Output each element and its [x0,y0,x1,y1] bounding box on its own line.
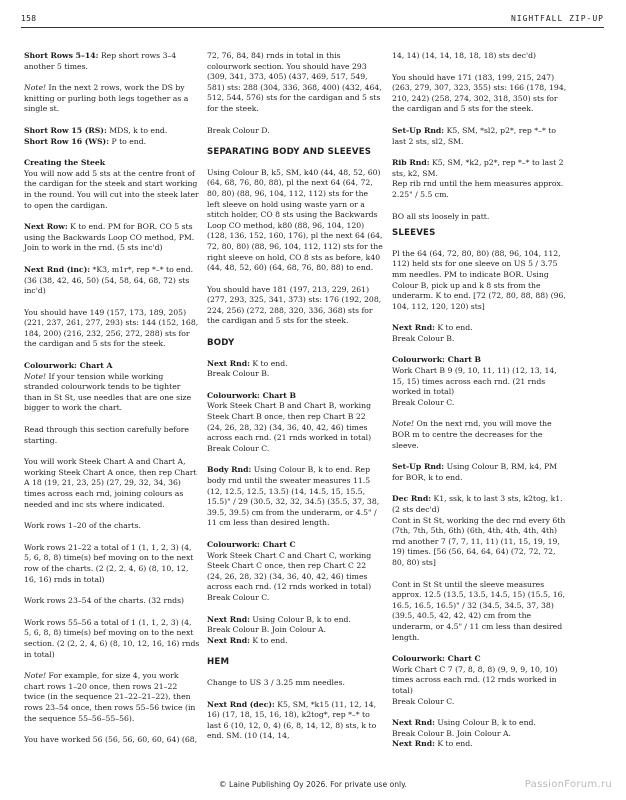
instruction-paragraph [392,126,568,147]
instruction-paragraph [207,678,383,689]
instruction-text: Work rows 1–20 of the charts. [24,521,141,531]
text-column-middle [207,51,383,742]
copyright-footer: © Laine Publishing Oy 2026. For private use only. [219,780,407,789]
instruction-paragraph [392,494,568,568]
text-column-right [392,51,568,750]
section-heading: SLEEVES [392,228,436,239]
instruction-text: Read through this section carefully before starting. [24,425,189,445]
instruction-text: On the next rnd, you will move the BOR m to centre the decreases for the sleeve. [392,419,552,450]
instruction-text: (2 sts dec'd) [392,505,440,514]
instruction-paragraph [24,361,200,414]
instruction-text: Work Steek Chart C and Chart C, working Steek Chart C once, then rep Chart C 22 (24, 26, 28, 32) (34, 36, 40, 42, 46) times across each rnd. (12 rnds worked in total) [207,550,372,592]
instruction-text: Cont in St St until the sleeve measures approx. 12.5 (13.5, 13.5, 14.5, 15) (15.5, 16, 16.5, 16.5, 16.5)" / 32 (34.5, 34.5, 37, 38) (39.5, 40.5, 42, 42, 42) cm from the underarm, or 4.5" / 11 cm less than desired length. [392,579,565,642]
instruction-text: Cont in St St, working the dec rnd every 6th (7th, 7th, 5th, 6th) (6th, 4th, 4th, 4th, 4th) rnd another 7 (7, 7, 11, 11) (11, 15, 19, 19, 19) times. [56 (56, 64, 64, 64) (72, 72, 72, 80, 80) sts] [392,515,566,567]
instruction-paragraph [207,615,383,647]
instruction-text: Rep rib rnd until the hem measures approx. 2.25" / 5.5 cm. [392,179,564,199]
instruction-label: Dec Rnd: [392,494,432,504]
instruction-paragraph [24,51,200,72]
instruction-label: Next Rnd (dec): [207,699,275,709]
instruction-text: K5, SM, *k15 (11, 12, 14, 16) (17, 18, 15, 16, 18), k2tog*, rep *–* to last 6 (10, 12, 0, 4) (6, 8, 14, 12, 8) sts, k to end. SM. (10 (14, 14, [207,699,377,741]
instruction-label: Next Row: [24,222,68,232]
instruction-label: Creating the Steek [24,158,106,168]
instruction-paragraph [207,359,383,380]
instruction-paragraph [24,671,200,724]
instruction-text: Using Colour B, k to end. Rep body rnd until the sweater measures 11.5 (12, 12.5, 12.5, 13.5) (14, 14.5, 15, 15.5, 15.5)" / 29 (30.5, 32, 32, 34.5) (35.5, 37, 38, 39.5, 39.5) cm from the underarm, or 4.5" / 11 cm less than desired length. [207,465,380,528]
instruction-text: Change to US 3 / 3.25 mm needles. [207,677,345,687]
instruction-text: In the next 2 rows, work the DS by knitting or purling both legs together as a single st. [24,83,189,114]
instruction-text: Break Colour B. Join Colour A. [207,625,326,635]
section-heading: HEM [207,657,230,668]
instruction-text: K1, ssk, k to last 3 sts, k2tog, k1. [431,494,563,504]
instruction-paragraph [24,543,200,585]
instruction-paragraph [392,323,568,344]
instruction-text: K to end. [249,358,288,368]
instruction-text: 14, 14) (14, 14, 18, 18, 18) sts dec'd) [392,51,537,60]
instruction-text: Work rows 23–54 of the charts. (32 rnds) [24,596,185,606]
instruction-paragraph [24,308,200,350]
instruction-text: Work rows 21–22 a total of 1 (1, 1, 2, 3) (4, 5, 6, 8, 8) time(s) bef moving on to the next row of the charts. (2 (2, 2, 4, 6) (8, 10, 12, 16, 16) rnds in total) [24,542,194,584]
section-heading: SEPARATING BODY AND SLEEVES [207,147,372,158]
page-number: 158 [21,14,37,23]
note-label: Note! [24,671,47,681]
instruction-paragraph [392,654,568,707]
instruction-paragraph [207,391,383,455]
instruction-paragraph [24,457,200,510]
instruction-paragraph [392,249,568,313]
instruction-label: Colourwork: Chart C [392,654,481,664]
instruction-text: Break Colour C. [207,443,270,453]
instruction-label: Short Rows 5–14: [24,51,99,60]
instruction-paragraph [207,540,383,604]
header-rule [21,27,604,28]
instruction-label: Colourwork: Chart B [207,390,297,400]
instruction-label: Next Rnd (inc): [24,264,91,274]
instruction-text: Break Colour B. [207,369,270,379]
instruction-paragraph [207,126,383,137]
instruction-text: K5, SM, *sl2, p2*, rep *–* to last 2 sts, sl2, SM. [392,125,556,146]
instruction-label: Short Row 15 (RS): [24,125,107,135]
instruction-text: Pl the 64 (64, 72, 80, 80) (88, 96, 104, 112, 112) held sts for one sleeve on US 5 / 3.75 mm needles. PM to indicate BOR. Using Colour B, pick up and k 8 sts from the underarm. K to end. [72 (72, 80, 88, 88) (96, 104, 112, 120, 120) sts] [392,248,566,311]
instruction-paragraph [207,168,383,274]
instruction-text: You will work Steek Chart A and Chart A, working Steek Chart A once, then rep Chart A 18 (19, 21, 23, 25) (27, 29, 32, 34, 36) times across each rnd, joining colours as needed and inc sts where indicated. [24,457,197,509]
note-label: Note! [392,419,415,429]
instruction-paragraph [392,580,568,644]
instruction-text: *K3, m1r*, rep *–* to end. (36 (38, 42, 46, 50) (54, 58, 64, 68, 72) sts inc'd) [24,264,194,296]
instruction-text: Using Colour B, k to end. [249,614,351,624]
instruction-text: K5, SM, *k2, p2*, rep *–* to last 2 sts, k2, SM. [392,158,564,178]
instruction-text: You have worked 56 (56, 56, 60, 60, 64) (68, [24,735,198,745]
instruction-paragraph [24,425,200,446]
text-column-left [24,51,200,746]
instruction-text: K to end. [434,323,473,333]
instruction-text: Work Chart C 7 (7, 8, 8, 8) (9, 9, 9, 10, 10) times across each rnd. (12 rnds worked in total) [392,664,558,695]
instruction-label: Set-Up Rnd: [392,462,445,472]
instruction-text: You should have 149 (157, 173, 189, 205) (221, 237, 261, 277, 293) sts: 144 (152, 168, 184, 200) (216, 232, 256, 272, 288) sts for the cardigan and 5 sts for the steek. [24,307,199,349]
instruction-text: Break Colour D. [207,125,270,135]
instruction-text: P to end. [109,136,147,146]
instruction-paragraph [392,212,568,223]
instruction-paragraph [24,83,200,115]
instruction-paragraph [207,465,383,529]
instruction-paragraph [24,521,200,532]
instruction-text: K to end. [249,635,288,645]
instruction-text: Work rows 55–56 a total of 1 (1, 1, 2, 3) (4, 5, 6, 8, 8) time(s) bef moving on to the next section. (2 (2, 2, 4, 6) (8, 10, 12, 16, 16) rnds in total) [24,617,200,659]
instruction-text: You should have 181 (197, 213, 229, 261) (277, 293, 325, 341, 373) sts: 176 (192, 208, 224, 256) (272, 288, 320, 336, 368) sts for the cardigan and 5 sts for the steek. [207,284,382,326]
instruction-text: K to end. [434,739,473,749]
instruction-paragraph [24,618,200,660]
instruction-text: You will now add 5 sts at the centre front of the cardigan for the steek and start working in the round. You will cut into the steek later to open the cardigan. [24,168,199,210]
instruction-label: Colourwork: Chart B [392,355,482,365]
instruction-label: Colourwork: Chart A [24,361,113,371]
instruction-paragraph [392,51,568,62]
note-label: Note! [24,83,47,93]
instruction-paragraph [24,265,200,297]
instruction-label: Next Rnd: [392,739,435,749]
instruction-paragraph [24,158,200,211]
instruction-paragraph [392,158,568,200]
instruction-label: Next Rnd: [207,635,250,645]
instruction-paragraph [392,462,568,483]
instruction-label: Body Rnd: [207,465,252,475]
instruction-paragraph [392,718,568,750]
section-heading: BODY [207,338,235,349]
instruction-text: BO all sts loosely in patt. [392,211,490,221]
note-label: Note! [24,371,47,381]
site-watermark: PassionForum.ru [524,779,612,790]
instruction-label: Next Rnd: [207,358,250,368]
instruction-text: You should have 171 (183, 199, 215, 247) (263, 279, 307, 323, 355) sts: 166 (178, 194, 210, 242) (258, 274, 302, 318, 350) sts for the cardigan and 5 sts for the steek. [392,72,567,114]
instruction-paragraph [24,126,200,137]
instruction-text: Rep short rows 3–4 another 5 times. [24,51,177,71]
instruction-text: Using Colour B, RM, k4, PM for BOR, k to end. [392,462,558,482]
instruction-label: Next Rnd: [207,614,250,624]
instruction-text: Break Colour C. [207,592,270,602]
instruction-paragraph [207,700,383,742]
instruction-paragraph [24,735,200,746]
instruction-label: Short Row 16 (WS): [24,136,110,146]
instruction-label: Colourwork: Chart C [207,539,296,549]
instruction-text: Break Colour B. Join Colour A. [392,728,511,738]
instruction-paragraph [392,73,568,115]
instruction-text: Work Steek Chart B and Chart B, working Steek Chart B once, then rep Chart B 22 (24, 26, 28, 32) (34, 36, 40, 42, 46) times across each rnd. (21 rnds worked in total) [207,401,372,443]
instruction-text: For example, for size 4, you work chart rows 1–20 once, then rows 21–22 twice (in the sequence 21–22–21–22), then rows 23–54 once, then rows 55–56 twice (in the sequence 55–56–55–56). [24,671,196,723]
instruction-text: 72, 76, 84, 84) rnds in total in this colourwork section. You should have 293 (309, 341, 373, 405) (437, 469, 517, 549, 581) sts: 288 (304, 336, 368, 400) (432, 464, 512, 544, 576) sts for the cardigan and 5 sts for the steek. [207,51,382,113]
instruction-text: Break Colour C. [392,696,455,706]
instruction-text: MDS, k to end. [106,125,168,135]
instruction-paragraph [207,285,383,327]
instruction-text: Using Colour B, k5, SM, k40 (44, 48, 52, 60) (64, 68, 76, 80, 88), pl the next 64 (64, 72, 80, 80) (88, 96, 104, 112, 112) sts for the left sleeve on hold using waste yarn or a stitch holder, CO 8 sts using the Backwards Loop CO method, k80 (88, 96, 104, 120) (128, 136, 152, 160, 176), pl the next 64 (64, 72, 80, 80) (88, 96, 104, 112, 112) sts for the right sleeve on hold, CO 8 sts as before, k40 (44, 48, 52, 60) (64, 68, 76, 80, 88) to end. [207,167,383,273]
instruction-text: Break Colour C. [392,397,455,407]
instruction-paragraph [392,419,568,451]
instruction-text: K to end. PM for BOR. CO 5 sts using the Backwards Loop CO method, PM. Join to work in the rnd. (5 sts inc'd) [24,222,195,253]
instruction-text: Using Colour B, k to end. [434,718,536,728]
instruction-paragraph [392,355,568,408]
instruction-label: Next Rnd: [392,718,435,728]
running-title: NIGHTFALL ZIP-UP [510,14,604,23]
instruction-label: Set-Up Rnd: [392,125,445,135]
instruction-paragraph [24,137,200,148]
instruction-label: Next Rnd: [392,323,435,333]
instruction-text: Work Chart B 9 (9, 10, 11, 11) (12, 13, 14, 15, 15) times across each rnd. (21 rnds worked in total) [392,366,557,397]
instruction-paragraph [207,51,383,115]
instruction-paragraph [24,222,200,254]
instruction-label: Rib Rnd: [392,158,430,168]
instruction-paragraph [24,596,200,607]
instruction-text: If your tension while working stranded colourwork tends to be tighter than in St St, use needles that are one size bigger to work the chart. [24,371,192,413]
instruction-text: Break Colour B. [392,333,455,343]
